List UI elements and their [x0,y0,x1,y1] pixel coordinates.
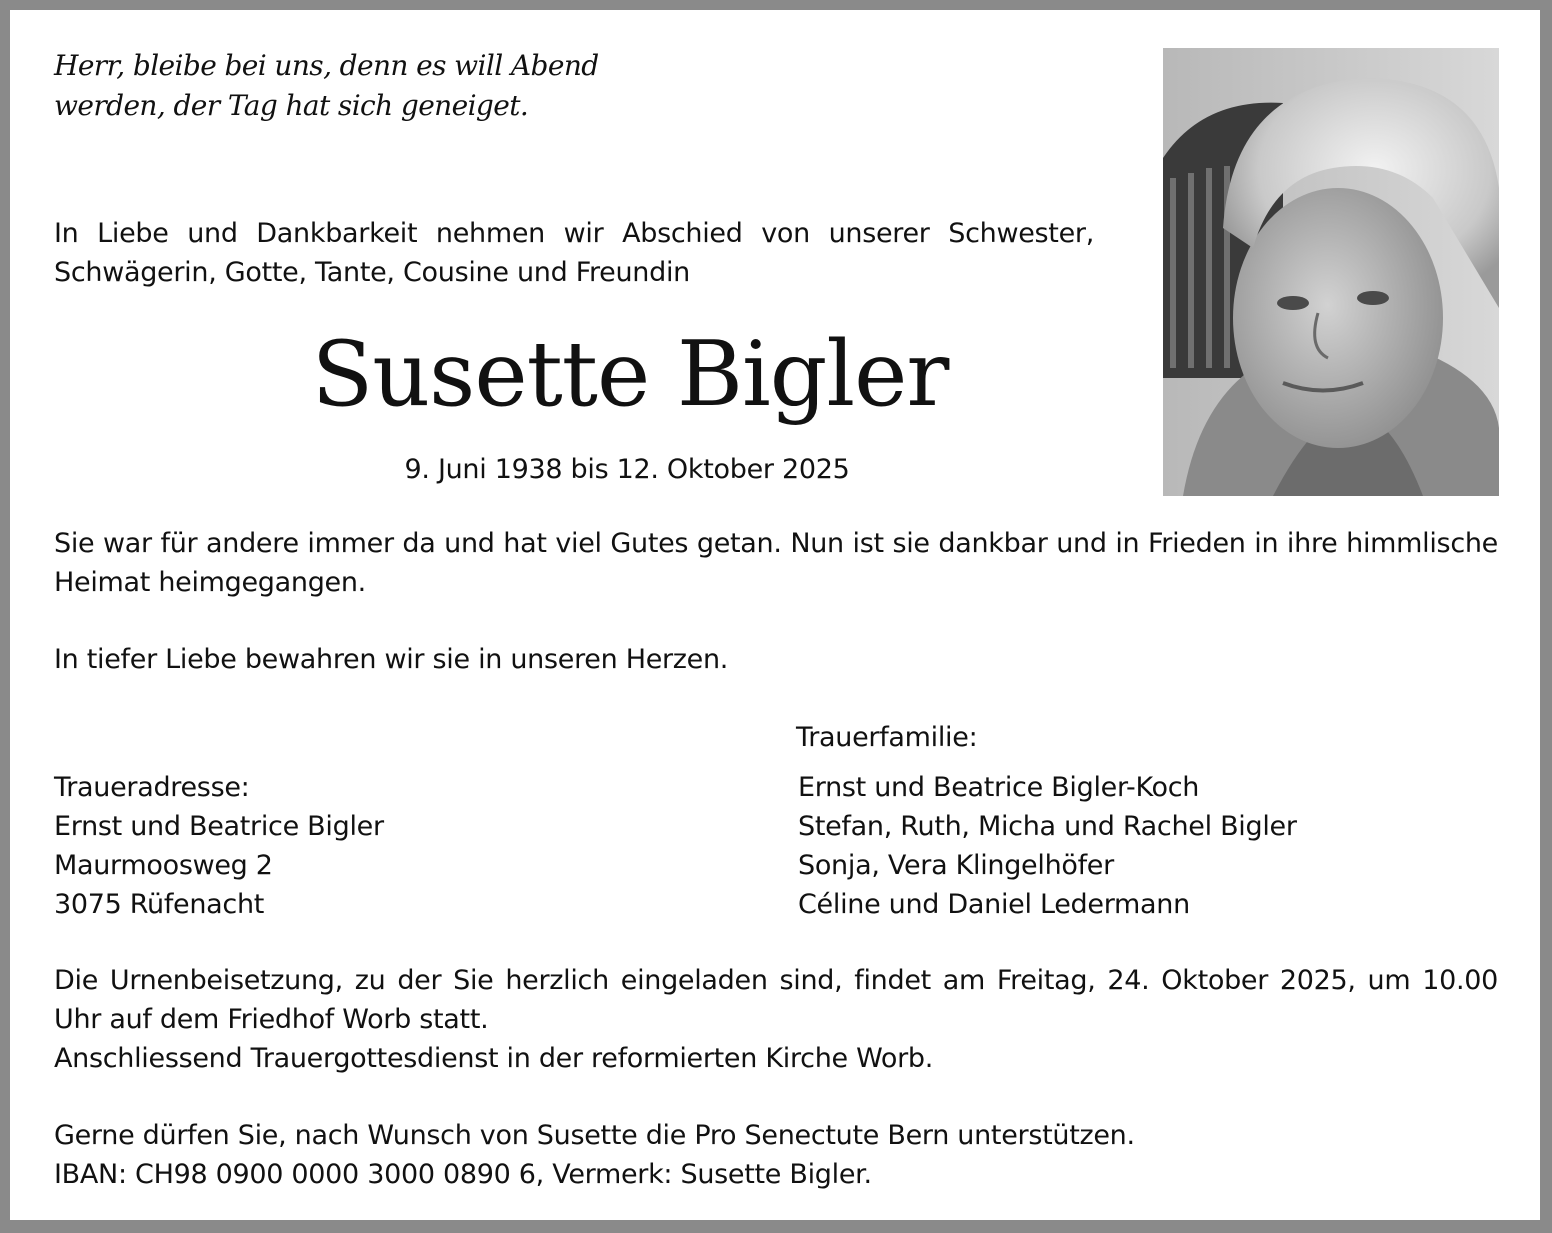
donation-text: Gerne dürfen Sie, nach Wunsch von Susette die Pro Senectute Bern unterstützen. [54,1120,1135,1151]
deceased-name: Susette Bigler [311,322,949,427]
address-line: 3075 Rüfenacht [54,889,265,920]
portrait-photo [1163,48,1499,496]
family-member: Céline und Daniel Ledermann [798,889,1190,920]
life-dates: 9. Juni 1938 bis 12. Oktober 2025 [404,454,850,485]
obituary-page [10,10,1540,1220]
family-member: Ernst und Beatrice Bigler-Koch [798,772,1200,803]
address-line: Ernst und Beatrice Bigler [54,811,384,842]
burial-info [54,961,1498,1078]
intro-text: In Liebe und Dankbarkeit nehmen wir Abschied von unserer Schwester, Schwägerin, Gotte, Tante, Cousine und Freundin [54,218,1094,288]
family-member: Sonja, Vera Klingelhöfer [798,850,1114,881]
address-line: Maurmoosweg 2 [54,850,273,881]
service-details: Anschliessend Trauergottesdienst in der reformierten Kirche Worb. [54,1043,934,1074]
address-label: Traueradresse: [54,772,250,803]
remembrance-line: In tiefer Liebe bewahren wir sie in unseren Herzen. [54,644,729,675]
iban-text: IBAN: CH98 0900 0000 3000 0890 6, Vermerk: Susette Bigler. [54,1159,872,1190]
donation-info [54,1116,1135,1194]
family-member: Stefan, Ruth, Micha und Rachel Bigler [798,811,1297,842]
family-list [798,768,1297,924]
verse-line-2: werden, der Tag hat sich geneiget. [54,89,529,122]
verse-line-1: Herr, bleibe bei uns, denn es will Abend [54,49,599,82]
burial-details: Die Urnenbeisetzung, zu der Sie herzlich eingeladen sind, findet am Freitag, 24. Oktober 2025, um 10.00 Uhr auf dem Friedhof Worb statt. [54,965,1498,1035]
tribute-paragraph: Sie war für andere immer da und hat viel Gutes getan. Nun ist sie dankbar und in Frieden in ihre himmlische Heimat heimgegangen. [54,528,1498,598]
bible-verse [54,46,599,126]
family-label: Trauerfamilie: [796,722,978,753]
mourning-address [54,768,384,924]
